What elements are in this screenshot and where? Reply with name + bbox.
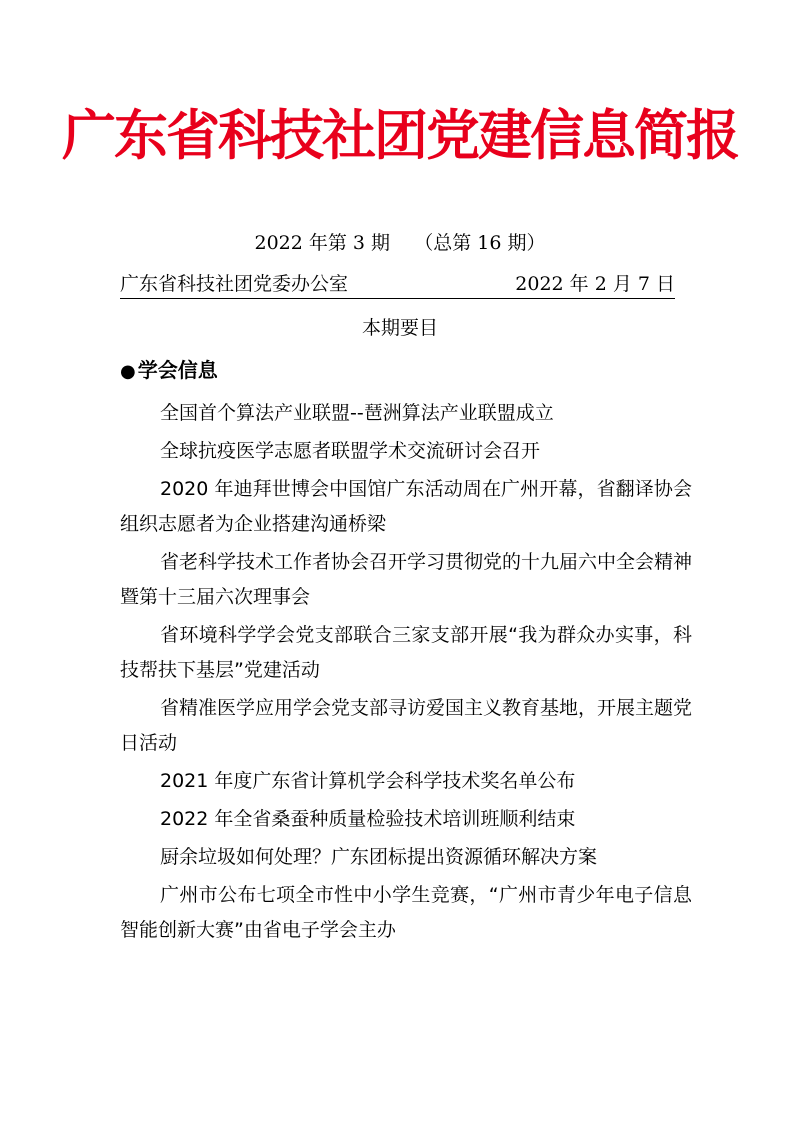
section-heading-label: 学会信息 bbox=[137, 358, 218, 382]
header-divider bbox=[120, 298, 675, 299]
newsletter-masthead: 广东省科技社团党建信息简报 bbox=[62, 103, 738, 167]
toc-item: 省精准医学应用学会党支部寻访爱国主义教育基地，开展主题党日活动 bbox=[120, 697, 693, 754]
toc-item: 2021 年度广东省计算机学会科学技术奖名单公布 bbox=[160, 770, 576, 792]
toc-item: 全国首个算法产业联盟--琶洲算法产业联盟成立 bbox=[160, 402, 554, 424]
publisher-row bbox=[120, 271, 675, 297]
toc-title: 本期要目 bbox=[361, 317, 438, 339]
publish-date: 2022 年 2 月 7 日 bbox=[515, 273, 675, 295]
toc-item: 广州市公布七项全市性中小学生竞赛，“广州市青少年电子信息智能创新大赛”由省电子学会主办 bbox=[120, 884, 692, 941]
issue-number: 2022 年第 3 期 （总第 16 期） bbox=[254, 232, 546, 254]
toc-list bbox=[120, 396, 692, 951]
section-heading bbox=[120, 356, 218, 386]
toc-item: 2020 年迪拜世博会中国馆广东活动周在广州开幕，省翻译协会组织志愿者为企业搭建沟通桥梁 bbox=[120, 478, 692, 535]
publisher-org: 广东省科技社团党委办公室 bbox=[120, 273, 349, 295]
toc-item: 厨余垃圾如何处理？广东团标提出资源循环解决方案 bbox=[160, 846, 598, 868]
toc-item: 省环境科学学会党支部联合三家支部开展“我为群众办实事，科技帮扶下基层”党建活动 bbox=[120, 624, 692, 681]
toc-item: 全球抗疫医学志愿者联盟学术交流研讨会召开 bbox=[160, 440, 541, 462]
bullet-icon: ● bbox=[120, 361, 136, 382]
toc-item: 省老科学技术工作者协会召开学习贯彻党的十九届六中全会精神暨第十三届六次理事会 bbox=[120, 551, 693, 608]
toc-item: 2022 年全省桑蚕种质量检验技术培训班顺利结束 bbox=[160, 808, 576, 830]
